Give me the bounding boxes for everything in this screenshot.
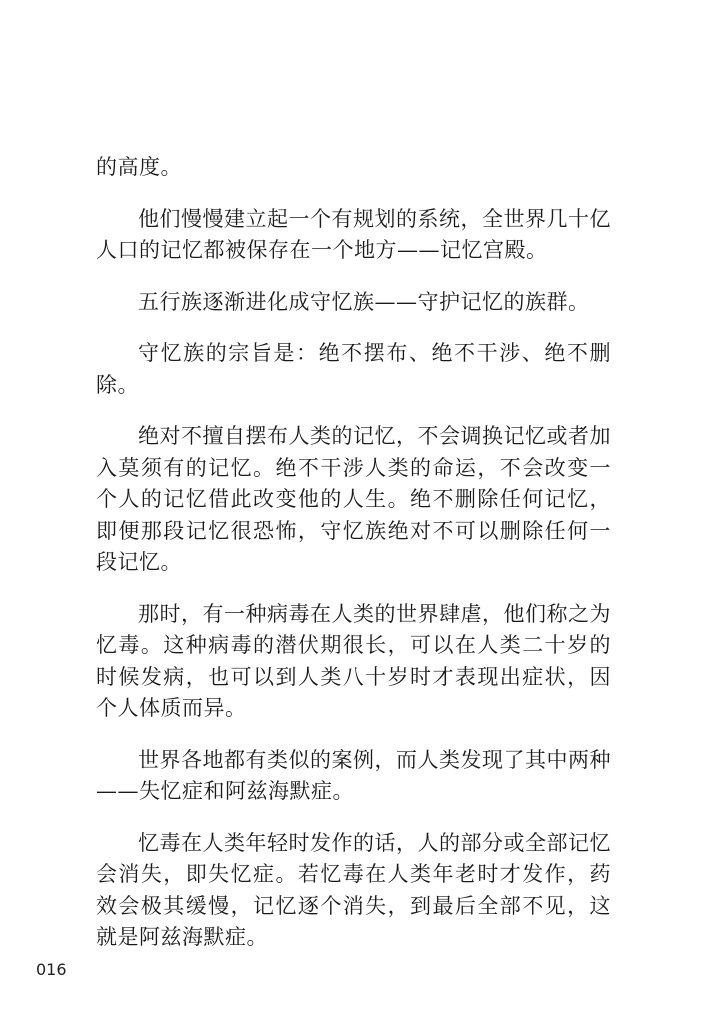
- paragraph-3: 五行族逐渐进化成守忆族——守护记忆的族群。: [138, 289, 590, 314]
- paragraph-4: 守忆族的宗旨是：绝不摆布、绝不干涉、绝不删除。: [96, 341, 611, 397]
- paragraph-2: 他们慢慢建立起一个有规划的系统，全世界几十亿人口的记忆都被保存在一个地方——记忆宫殿。: [96, 206, 611, 262]
- paragraph-5: 绝对不擅自摆布人类的记忆，不会调换记忆或者加入莫须有的记忆。绝不干涉人类的命运，不会改变一个人的记忆借此改变他的人生。绝不删除任何记忆，即便那段记忆很恐怖，守忆族绝对不可以删除任何一段记忆。: [96, 424, 611, 574]
- paragraph-8: 忆毒在人类年轻时发作的话，人的部分或全部记忆会消失，即失忆症。若忆毒在人类年老时才发作，药效会极其缓慢，记忆逐个消失，到最后全部不见，这就是阿兹海默症。: [96, 830, 611, 949]
- page-number: 016: [36, 960, 67, 979]
- paragraph-1: 的高度。: [96, 155, 182, 179]
- page-body: [96, 152, 611, 974]
- paragraph-6: 那时，有一种病毒在人类的世界肆虐，他们称之为忆毒。这种病毒的潜伏期很长，可以在人类二十岁的时候发病，也可以到人类八十岁时才表现出症状，因个人体质而异。: [96, 601, 611, 720]
- paragraph-7: 世界各地都有类似的案例，而人类发现了其中两种——失忆症和阿兹海默症。: [96, 747, 611, 803]
